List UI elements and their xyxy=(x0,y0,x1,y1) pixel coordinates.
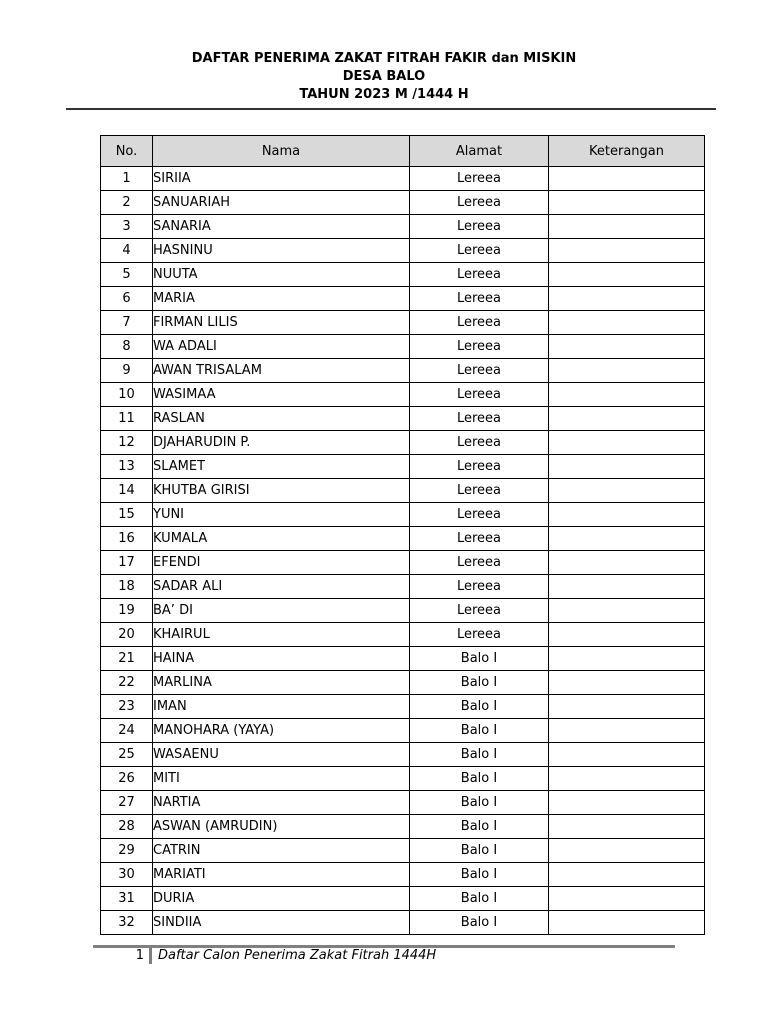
row-number: 21 xyxy=(101,647,153,671)
row-number: 6 xyxy=(101,287,153,311)
row-address: Balo I xyxy=(410,719,549,743)
row-address: Lereea xyxy=(410,479,549,503)
row-address: Lereea xyxy=(410,215,549,239)
row-address: Lereea xyxy=(410,527,549,551)
table-row xyxy=(101,647,705,671)
row-address: Lereea xyxy=(410,407,549,431)
row-name: ASWAN (AMRUDIN) xyxy=(153,815,410,839)
row-number: 9 xyxy=(101,359,153,383)
row-address: Balo I xyxy=(410,911,549,935)
row-name: FIRMAN LILIS xyxy=(153,311,410,335)
table-row xyxy=(101,383,705,407)
row-note xyxy=(549,551,705,575)
row-number: 15 xyxy=(101,503,153,527)
table-row xyxy=(101,431,705,455)
row-number: 5 xyxy=(101,263,153,287)
table-row xyxy=(101,719,705,743)
row-address: Lereea xyxy=(410,503,549,527)
row-name: SIRIIA xyxy=(153,167,410,191)
row-note xyxy=(549,575,705,599)
row-note xyxy=(549,743,705,767)
table-row xyxy=(101,263,705,287)
row-number: 7 xyxy=(101,311,153,335)
row-note xyxy=(549,383,705,407)
row-name: WA ADALI xyxy=(153,335,410,359)
table-row xyxy=(101,887,705,911)
column-header-no: No. xyxy=(101,136,153,167)
row-name: WASAENU xyxy=(153,743,410,767)
row-number: 3 xyxy=(101,215,153,239)
row-name: SANUARIAH xyxy=(153,191,410,215)
row-note xyxy=(549,671,705,695)
row-name: HASNINU xyxy=(153,239,410,263)
row-address: Balo I xyxy=(410,791,549,815)
table-row xyxy=(101,503,705,527)
row-name: SANARIA xyxy=(153,215,410,239)
table-row xyxy=(101,695,705,719)
row-number: 27 xyxy=(101,791,153,815)
row-note xyxy=(549,911,705,935)
row-address: Lereea xyxy=(410,551,549,575)
row-number: 12 xyxy=(101,431,153,455)
row-name: EFENDI xyxy=(153,551,410,575)
row-name: MARLINA xyxy=(153,671,410,695)
row-note xyxy=(549,455,705,479)
row-name: SADAR ALI xyxy=(153,575,410,599)
row-note xyxy=(549,239,705,263)
row-name: MARIA xyxy=(153,287,410,311)
row-number: 18 xyxy=(101,575,153,599)
document-year: TAHUN 2023 M /1444 H xyxy=(299,87,469,102)
row-note xyxy=(549,263,705,287)
row-number: 4 xyxy=(101,239,153,263)
table-row xyxy=(101,575,705,599)
row-name: NUUTA xyxy=(153,263,410,287)
row-address: Lereea xyxy=(410,623,549,647)
row-address: Lereea xyxy=(410,599,549,623)
row-note xyxy=(549,767,705,791)
row-number: 8 xyxy=(101,335,153,359)
row-number: 19 xyxy=(101,599,153,623)
row-number: 29 xyxy=(101,839,153,863)
row-note xyxy=(549,167,705,191)
document-header xyxy=(0,50,768,104)
table-row xyxy=(101,623,705,647)
row-number: 31 xyxy=(101,887,153,911)
table-row xyxy=(101,911,705,935)
row-name: NARTIA xyxy=(153,791,410,815)
row-number: 2 xyxy=(101,191,153,215)
row-note xyxy=(549,335,705,359)
row-number: 30 xyxy=(101,863,153,887)
row-address: Lereea xyxy=(410,191,549,215)
row-address: Lereea xyxy=(410,287,549,311)
row-address: Lereea xyxy=(410,335,549,359)
row-number: 14 xyxy=(101,479,153,503)
row-note xyxy=(549,695,705,719)
row-name: DURIA xyxy=(153,887,410,911)
row-note xyxy=(549,623,705,647)
row-number: 28 xyxy=(101,815,153,839)
table-row xyxy=(101,407,705,431)
row-address: Lereea xyxy=(410,311,549,335)
row-note xyxy=(549,719,705,743)
row-address: Balo I xyxy=(410,743,549,767)
column-header-keterangan: Keterangan xyxy=(549,136,705,167)
row-note xyxy=(549,599,705,623)
column-header-alamat: Alamat xyxy=(410,136,549,167)
document-village: DESA BALO xyxy=(342,69,426,84)
table-row xyxy=(101,215,705,239)
row-address: Balo I xyxy=(410,647,549,671)
row-name: WASIMAA xyxy=(153,383,410,407)
table-row xyxy=(101,287,705,311)
row-address: Lereea xyxy=(410,359,549,383)
row-note xyxy=(549,287,705,311)
recipient-table xyxy=(100,135,705,935)
row-note xyxy=(549,887,705,911)
row-address: Balo I xyxy=(410,671,549,695)
row-name: DJAHARUDIN P. xyxy=(153,431,410,455)
table-header-row xyxy=(101,136,705,167)
document-title: DAFTAR PENERIMA ZAKAT FITRAH FAKIR dan MISKIN xyxy=(191,51,577,66)
row-note xyxy=(549,839,705,863)
table-row xyxy=(101,455,705,479)
row-note xyxy=(549,191,705,215)
table-row xyxy=(101,671,705,695)
row-number: 10 xyxy=(101,383,153,407)
row-note xyxy=(549,311,705,335)
row-number: 23 xyxy=(101,695,153,719)
row-name: BA’ DI xyxy=(153,599,410,623)
row-name: RASLAN xyxy=(153,407,410,431)
row-name: MITI xyxy=(153,767,410,791)
row-address: Lereea xyxy=(410,575,549,599)
table-row xyxy=(101,359,705,383)
row-note xyxy=(549,431,705,455)
row-note xyxy=(549,791,705,815)
page-number: 1 xyxy=(135,948,144,963)
row-address: Balo I xyxy=(410,863,549,887)
row-address: Lereea xyxy=(410,455,549,479)
row-number: 1 xyxy=(101,167,153,191)
row-address: Lereea xyxy=(410,167,549,191)
table-row xyxy=(101,335,705,359)
row-note xyxy=(549,527,705,551)
row-note xyxy=(549,503,705,527)
table-row xyxy=(101,791,705,815)
row-address: Lereea xyxy=(410,263,549,287)
row-name: MANOHARA (YAYA) xyxy=(153,719,410,743)
header-divider xyxy=(66,108,716,110)
row-address: Balo I xyxy=(410,887,549,911)
row-name: HAINA xyxy=(153,647,410,671)
row-note xyxy=(549,815,705,839)
row-number: 17 xyxy=(101,551,153,575)
table-row xyxy=(101,743,705,767)
row-name: CATRIN xyxy=(153,839,410,863)
table-row xyxy=(101,527,705,551)
table-row xyxy=(101,839,705,863)
footer-title: Daftar Calon Penerima Zakat Fitrah 1444H xyxy=(158,948,437,963)
page-footer xyxy=(120,947,436,965)
row-note xyxy=(549,215,705,239)
row-name: YUNI xyxy=(153,503,410,527)
table-row xyxy=(101,551,705,575)
row-name: KHUTBA GIRISI xyxy=(153,479,410,503)
table-row xyxy=(101,815,705,839)
table-row xyxy=(101,167,705,191)
row-note xyxy=(549,479,705,503)
row-number: 32 xyxy=(101,911,153,935)
table-row xyxy=(101,191,705,215)
row-note xyxy=(549,407,705,431)
row-address: Balo I xyxy=(410,695,549,719)
column-header-nama: Nama xyxy=(153,136,410,167)
row-address: Balo I xyxy=(410,839,549,863)
row-name: KUMALA xyxy=(153,527,410,551)
row-address: Balo I xyxy=(410,815,549,839)
row-number: 26 xyxy=(101,767,153,791)
row-number: 13 xyxy=(101,455,153,479)
row-name: SLAMET xyxy=(153,455,410,479)
row-number: 22 xyxy=(101,671,153,695)
table-row xyxy=(101,239,705,263)
table-row xyxy=(101,311,705,335)
row-address: Balo I xyxy=(410,767,549,791)
row-address: Lereea xyxy=(410,383,549,407)
row-number: 16 xyxy=(101,527,153,551)
row-number: 20 xyxy=(101,623,153,647)
row-name: MARIATI xyxy=(153,863,410,887)
row-number: 11 xyxy=(101,407,153,431)
row-address: Lereea xyxy=(410,239,549,263)
table-row xyxy=(101,599,705,623)
row-note xyxy=(549,863,705,887)
footer-separator xyxy=(149,948,152,964)
row-note xyxy=(549,647,705,671)
table-row xyxy=(101,767,705,791)
row-number: 24 xyxy=(101,719,153,743)
table-row xyxy=(101,863,705,887)
row-number: 25 xyxy=(101,743,153,767)
row-note xyxy=(549,359,705,383)
row-name: SINDIIA xyxy=(153,911,410,935)
row-name: AWAN TRISALAM xyxy=(153,359,410,383)
row-name: KHAIRUL xyxy=(153,623,410,647)
row-address: Lereea xyxy=(410,431,549,455)
row-name: IMAN xyxy=(153,695,410,719)
table-row xyxy=(101,479,705,503)
